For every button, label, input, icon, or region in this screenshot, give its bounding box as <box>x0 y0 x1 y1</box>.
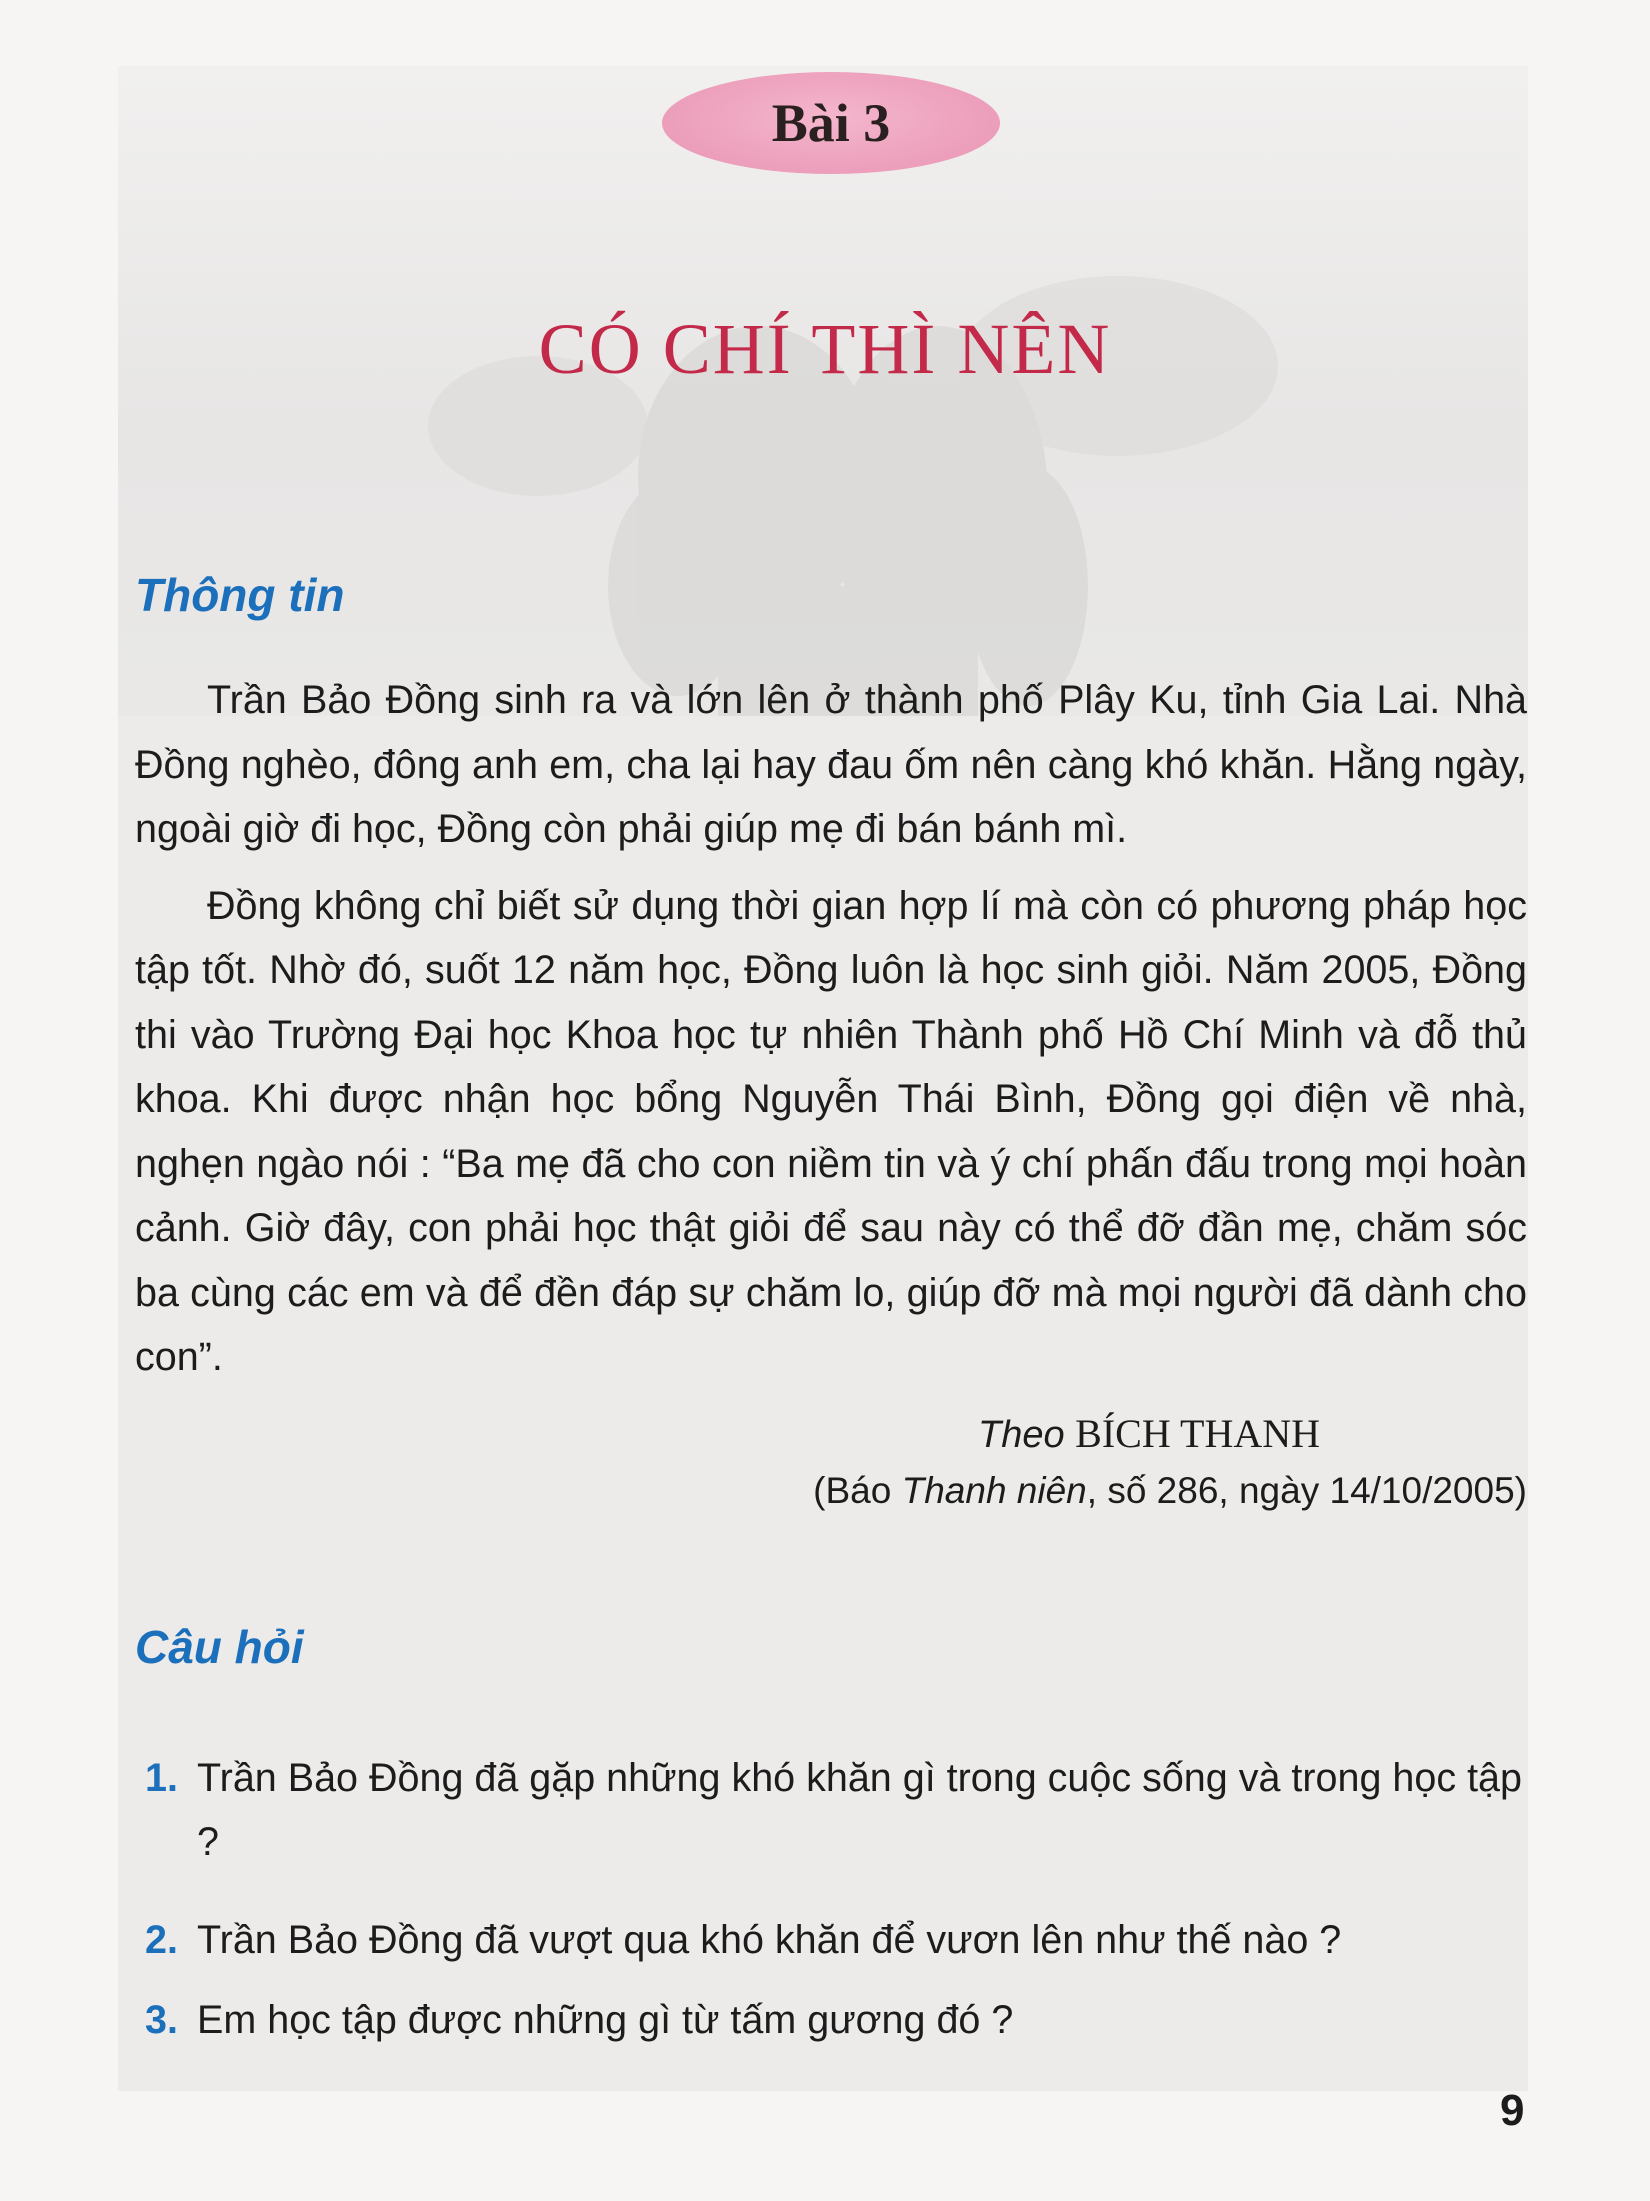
page-number: 9 <box>1500 2086 1525 2135</box>
source-citation <box>813 1470 1527 1512</box>
question-item <box>145 1746 1525 1874</box>
source-open: (Báo <box>813 1470 902 1511</box>
question-text: Em học tập được những gì từ tấm gương đó ? <box>197 1998 1014 2042</box>
lesson-title: CÓ CHÍ THÌ NÊN <box>538 309 1112 389</box>
info-paragraph-2: Đồng không chỉ biết sử dụng thời gian hợp lí mà còn có phương pháp học tập tốt. Nhờ đó, suốt 12 năm học, Đồng luôn là học sinh giỏi. Năm 2005, Đồng thi vào Trường Đại học Khoa học tự nhiên Thành phố Hồ Chí Minh và đỗ thủ khoa. Khi được nhận học bổng Nguyễn Thái Bình, Đồng gọi điện về nhà, nghẹn ngào nói : “Ba mẹ đã cho con niềm tin và ý chí phấn đấu trong mọi hoàn cảnh. Giờ đây, con phải học thật giỏi để sau này có thể đỡ đần mẹ, chăm sóc ba cùng các em và để đền đáp sự chăm lo, giúp đỡ mà mọi người đã dành cho con”. <box>135 883 1527 1379</box>
info-heading: Thông tin <box>135 569 345 621</box>
author-attribution <box>978 1410 1320 1457</box>
author-name: BÍCH THANH <box>1075 1411 1320 1456</box>
questions-heading: Câu hỏi <box>135 1621 304 1673</box>
question-number: 3. <box>145 1998 178 2042</box>
question-text: Trần Bảo Đồng đã vượt qua khó khăn để vươn lên như thế nào ? <box>197 1918 1342 1962</box>
question-item <box>145 1908 1525 1972</box>
question-text: Trần Bảo Đồng đã gặp những khó khăn gì trong cuộc sống và trong học tập ? <box>197 1756 1522 1864</box>
lesson-number: Bài 3 <box>771 93 891 153</box>
lesson-number-badge <box>662 72 1000 174</box>
question-number: 1. <box>145 1756 178 1800</box>
info-paragraph-1: Trần Bảo Đồng sinh ra và lớn lên ở thành phố Plây Ku, tỉnh Gia Lai. Nhà Đồng nghèo, đông anh em, cha lại hay đau ốm nên càng khó khăn. Hằng ngày, ngoài giờ đi học, Đồng còn phải giúp mẹ đi bán bánh mì. <box>135 678 1527 851</box>
source-newspaper: Thanh niên <box>901 1470 1087 1511</box>
question-number: 2. <box>145 1918 178 1962</box>
source-details: , số 286, ngày 14/10/2005) <box>1086 1470 1527 1511</box>
author-prefix: Theo <box>977 1414 1065 1456</box>
question-item <box>145 1988 1525 2052</box>
info-body <box>135 668 1527 1390</box>
